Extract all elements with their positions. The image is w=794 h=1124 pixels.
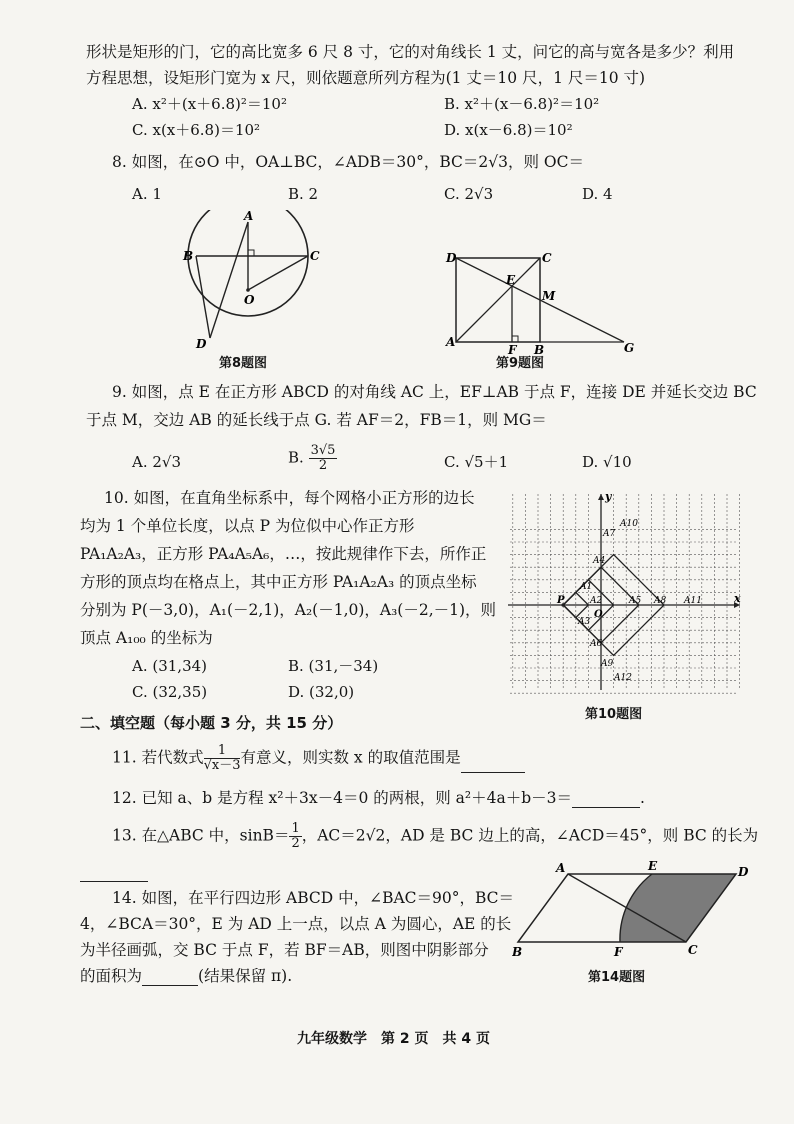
q10-option-b: B. (31,－34) bbox=[288, 657, 379, 675]
q14-line2: 4，∠BCA＝30°，E 为 AD 上一点，以点 A 为圆心，AE 的长 bbox=[80, 915, 512, 933]
label-g: G bbox=[624, 341, 635, 354]
figure-9-caption: 第9题图 bbox=[496, 356, 545, 371]
q11-line: 11. 若代数式 $\frac{1}{√x-3}$ 有意义，则实数 x 的取值范围是 bbox=[112, 744, 525, 773]
q7-line2: 方程思想，设矩形门宽为 x 尺，则依题意所列方程为(1 丈＝10 尺，1 尺＝10 寸) bbox=[86, 69, 646, 87]
figure-14 bbox=[512, 858, 760, 974]
label-a: A bbox=[446, 335, 456, 349]
label-a11: A11 bbox=[684, 596, 702, 606]
figure-14-caption: 第14题图 bbox=[588, 970, 646, 985]
label-a7: A7 bbox=[603, 529, 616, 539]
label-p: P bbox=[557, 595, 565, 606]
center-dot bbox=[246, 288, 250, 292]
q9-option-d: D. √10 bbox=[582, 453, 632, 471]
right-angle-mark-f bbox=[512, 336, 518, 342]
page-footer: 九年级数学 第 2 页 共 4 页 bbox=[297, 1031, 490, 1047]
label-c: C bbox=[310, 249, 320, 263]
q10-option-c: C. (32,35) bbox=[132, 683, 208, 701]
q10-line5: 分别为 P(－3,0)，A₁(－2,1)，A₂(－1,0)，A₃(－2,－1)，则 bbox=[80, 601, 497, 619]
label-d: D bbox=[196, 337, 207, 351]
label-f: F bbox=[508, 343, 517, 354]
label-a1: A1 bbox=[580, 582, 593, 592]
figure-8 bbox=[176, 210, 336, 360]
segment-ad bbox=[210, 222, 248, 338]
q10-line2: 均为 1 个单位长度，以点 P 为位似中心作正方形 bbox=[80, 517, 415, 535]
diagonal-ac bbox=[456, 258, 540, 342]
q13-answer-blank[interactable] bbox=[80, 865, 148, 882]
label-e: E bbox=[506, 273, 516, 287]
label-a3: A3 bbox=[578, 617, 591, 627]
shaded-region bbox=[620, 874, 736, 942]
q7-option-b: B. x²＋(x－6.8)²＝10² bbox=[444, 95, 600, 113]
q7-option-d: D. x(x－6.8)＝10² bbox=[444, 121, 573, 139]
section-2-title: 二、填空题（每小题 3 分，共 15 分） bbox=[80, 714, 343, 732]
q9-option-c: C. √5＋1 bbox=[444, 453, 509, 471]
label-c: C bbox=[542, 251, 552, 265]
q8-option-d: D. 4 bbox=[582, 185, 613, 203]
q10-line6: 顶点 A₁₀₀ 的坐标为 bbox=[80, 629, 213, 647]
q14-line4: 的面积为 (结果保留 π). bbox=[80, 967, 293, 985]
axis-label-x: x bbox=[734, 592, 741, 605]
q8-text: 8. 如图，在⊙O 中，OA⊥BC，∠ADB＝30°，BC＝2√3，则 OC＝ bbox=[112, 153, 584, 171]
axis-label-y: y bbox=[605, 490, 612, 503]
y-axis-arrow bbox=[598, 494, 604, 500]
label-d: D bbox=[446, 251, 457, 265]
label-c: C bbox=[688, 943, 698, 957]
q8-option-a: A. 1 bbox=[132, 185, 162, 203]
q10-line4: 方形的顶点均在格点上，其中正方形 PA₁A₂A₃ 的顶点坐标 bbox=[80, 573, 477, 591]
figure-10 bbox=[508, 490, 748, 700]
q12-answer-blank[interactable] bbox=[572, 791, 640, 808]
label-a6: A6 bbox=[590, 639, 603, 649]
label-o: O bbox=[594, 609, 603, 620]
q14-answer-blank[interactable] bbox=[142, 969, 198, 986]
segment-bd bbox=[196, 256, 210, 338]
q13-line: 13. 在△ABC 中，sinB＝ $\frac{1}{2}$ ，AC＝2√2，AD 是 BC 边上的高，∠ACD＝45°，则 BC 的长为 bbox=[112, 821, 759, 851]
label-f: F bbox=[614, 945, 623, 959]
label-a12: A12 bbox=[614, 673, 632, 683]
label-m: M bbox=[542, 289, 556, 303]
label-o: O bbox=[244, 293, 255, 307]
label-a: A bbox=[244, 210, 254, 223]
q9-option-a: A. 2√3 bbox=[132, 453, 182, 471]
q10-option-a: A. (31,34) bbox=[132, 657, 208, 675]
label-a2: A2 bbox=[590, 596, 603, 606]
segment-oc bbox=[248, 256, 308, 290]
label-a8: A8 bbox=[654, 596, 667, 606]
label-a10: A10 bbox=[620, 519, 638, 529]
label-b: B bbox=[183, 249, 194, 263]
q9-line2: 于点 M，交边 AB 的延长线于点 G. 若 AF＝2，FB＝1，则 MG＝ bbox=[86, 411, 547, 429]
figure-8-caption: 第8题图 bbox=[219, 356, 268, 371]
q13-answer-line bbox=[80, 862, 148, 882]
q10-option-d: D. (32,0) bbox=[288, 683, 355, 701]
q11-answer-blank[interactable] bbox=[461, 756, 525, 773]
label-a4: A4 bbox=[593, 556, 606, 566]
q12-line: 12. 已知 a、b 是方程 x²＋3x－4＝0 的两根，则 a²＋4a＋b－3＝ . bbox=[112, 789, 645, 807]
q14-line1: 14. 如图，在平行四边形 ABCD 中，∠BAC＝90°，BC＝ bbox=[112, 889, 515, 907]
label-b: B bbox=[534, 343, 545, 354]
figure-9 bbox=[442, 248, 642, 354]
label-d: D bbox=[738, 865, 749, 879]
label-b: B bbox=[512, 945, 523, 959]
q8-option-c: C. 2√3 bbox=[444, 185, 494, 203]
q7-line1: 形状是矩形的门，它的高比宽多 6 尺 8 寸，它的对角线长 1 丈，问它的高与宽各是多少？利用 bbox=[86, 43, 735, 61]
label-a9: A9 bbox=[601, 659, 614, 669]
label-e: E bbox=[648, 859, 658, 873]
right-angle-mark bbox=[248, 250, 254, 256]
label-a5: A5 bbox=[629, 596, 642, 606]
q8-option-b: B. 2 bbox=[288, 185, 319, 203]
figure-10-caption: 第10题图 bbox=[585, 707, 643, 722]
q9-line1: 9. 如图，点 E 在正方形 ABCD 的对角线 AC 上，EF⊥AB 于点 F，连接 DE 并延长交边 BC bbox=[112, 383, 757, 401]
q9-option-b: B. $\frac{3√5}{2}$ bbox=[288, 443, 336, 473]
q10-line1: 10. 如图，在直角坐标系中，每个网格小正方形的边长 bbox=[104, 489, 475, 507]
label-a: A bbox=[556, 861, 566, 875]
q7-option-c: C. x(x＋6.8)＝10² bbox=[132, 121, 261, 139]
q14-line3: 为半径画弧，交 BC 于点 F，若 BF＝AB，则图中阴影部分 bbox=[80, 941, 489, 959]
q10-line3: PA₁A₂A₃，正方形 PA₄A₅A₆，…，按此规律作下去，所作正 bbox=[80, 545, 487, 563]
q7-option-a: A. x²＋(x＋6.8)²＝10² bbox=[132, 95, 287, 113]
